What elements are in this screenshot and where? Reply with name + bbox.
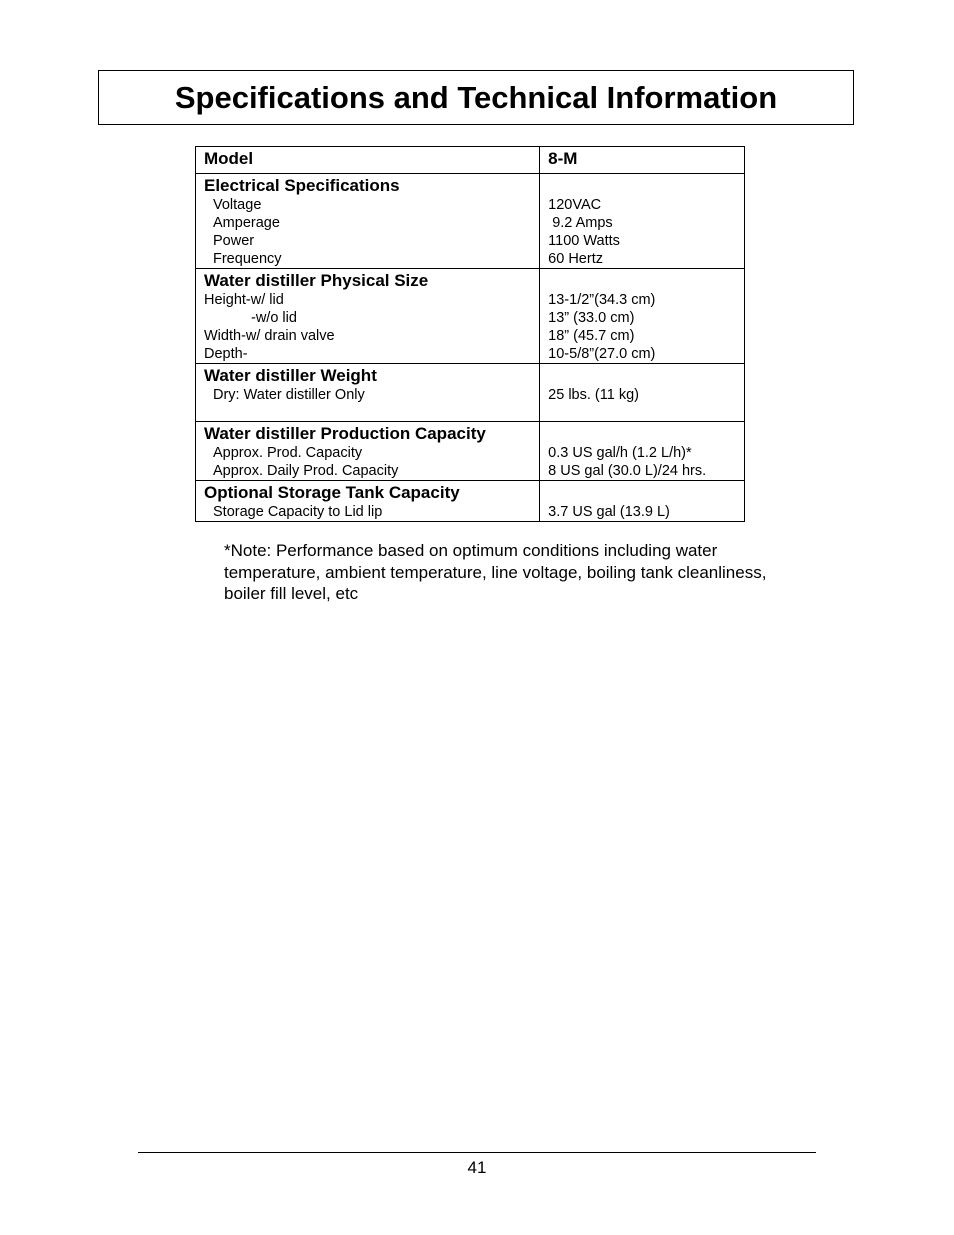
row-value: 1100 Watts: [548, 233, 620, 249]
row-value: 13” (33.0 cm): [548, 310, 635, 326]
row-label: Dry: Water distiller Only: [213, 387, 365, 403]
page-number: 41: [467, 1158, 487, 1177]
row-label: Voltage: [213, 197, 262, 213]
row-value: 0.3 US gal/h (1.2 L/h)*: [548, 445, 692, 461]
section-heading: Water distiller Weight: [204, 366, 377, 385]
row-label: Approx. Prod. Capacity: [213, 445, 363, 461]
section-production-capacity: [196, 422, 745, 481]
row-label: Width-w/ drain valve: [204, 328, 335, 344]
row-value: 3.7 US gal (13.9 L): [548, 504, 670, 520]
model-value: 8-M: [548, 149, 578, 168]
title-box: [98, 70, 854, 125]
row-label: Storage Capacity to Lid lip: [213, 504, 383, 520]
row-value: 8 US gal (30.0 L)/24 hrs.: [548, 463, 707, 479]
section-heading: Electrical Specifications: [204, 176, 400, 195]
section-heading: Water distiller Production Capacity: [204, 424, 486, 443]
row-value: 9.2 Amps: [548, 215, 613, 231]
row-value: 120VAC: [548, 197, 602, 213]
section-weight: [196, 364, 745, 422]
row-value: 60 Hertz: [548, 251, 603, 267]
row-label: Approx. Daily Prod. Capacity: [213, 463, 399, 479]
row-value: 25 lbs. (11 kg): [548, 387, 639, 403]
footer-divider: [138, 1152, 816, 1153]
section-storage-tank: [196, 481, 745, 522]
spec-table: [195, 146, 745, 522]
row-label: Power: [213, 233, 255, 249]
section-physical-size: [196, 269, 745, 364]
page-title: Specifications and Technical Information: [174, 79, 778, 115]
performance-note: *Note: Performance based on optimum conditions including water temperature, ambient temperature, line voltage, boiling tank cleanliness, boiler fill level, etc: [224, 541, 767, 604]
row-label: Frequency: [213, 251, 282, 267]
section-heading: Water distiller Physical Size: [204, 271, 429, 290]
section-heading: Optional Storage Tank Capacity: [204, 483, 460, 502]
row-label: Amperage: [213, 215, 280, 231]
table-header-row: [196, 147, 745, 174]
row-label: Height-w/ lid: [204, 292, 284, 308]
row-value: 18” (45.7 cm): [548, 328, 635, 344]
model-label: Model: [204, 149, 254, 168]
section-electrical: [196, 174, 745, 269]
row-value: 13-1/2”(34.3 cm): [548, 292, 656, 308]
row-label: -w/o lid: [251, 310, 297, 326]
row-value: 10-5/8”(27.0 cm): [548, 346, 656, 362]
row-label: Depth-: [204, 346, 248, 362]
